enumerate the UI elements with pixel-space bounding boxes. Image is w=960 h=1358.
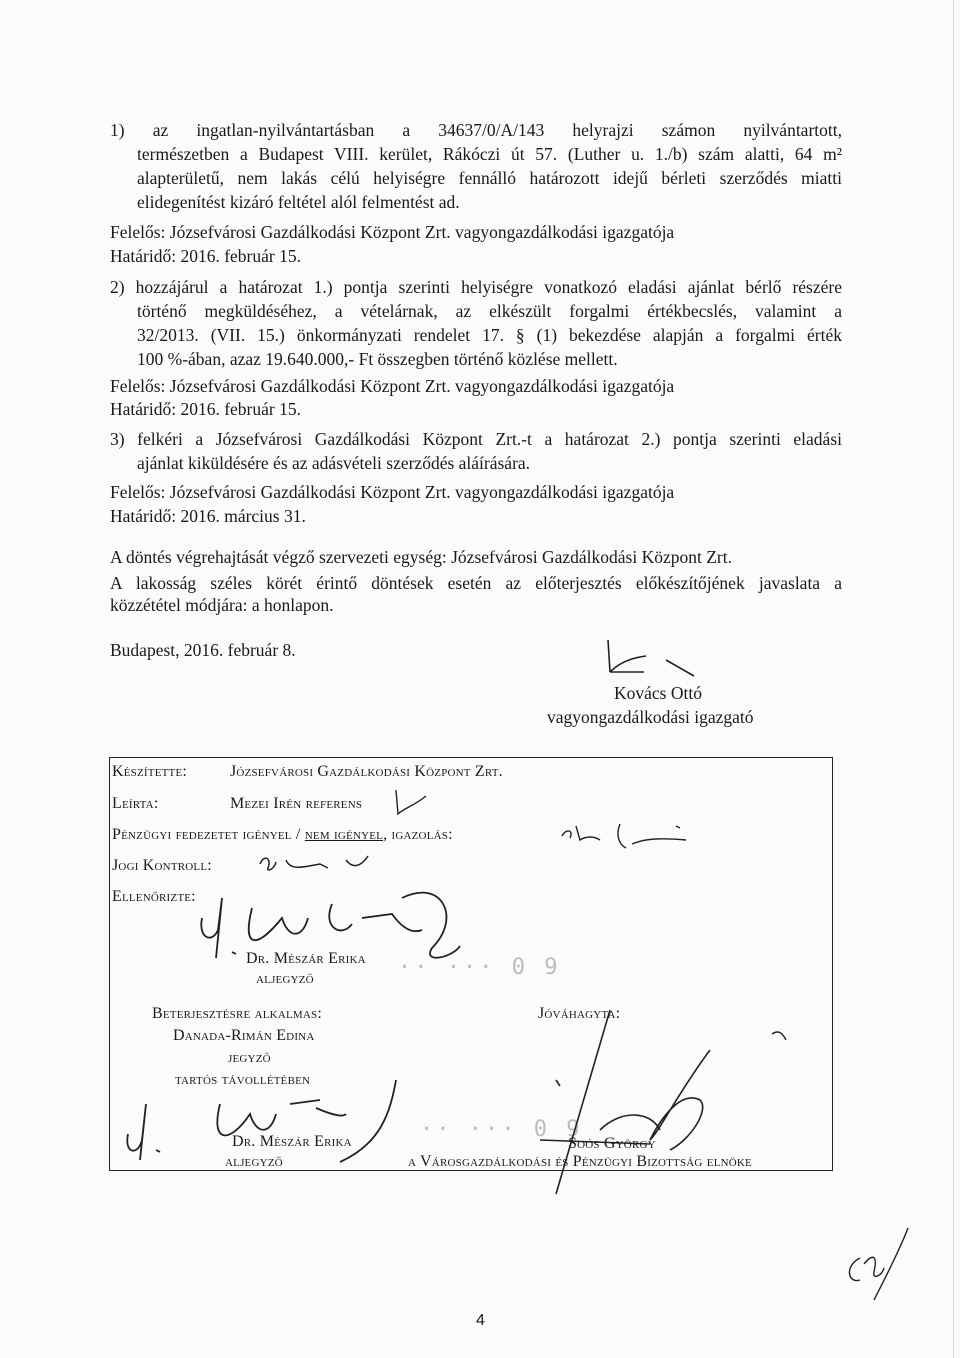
checker-name: Dr. Mészár Erika: [246, 950, 366, 967]
submit-absence: tartós távollétében: [175, 1071, 311, 1088]
finance-signature: [556, 814, 706, 859]
approver-name: Soós György: [568, 1135, 656, 1152]
item-2-line-1: 2) hozzájárul a határozat 1.) pontja szerinti helyiségre vonatkozó eladási ajánlat bérlő részére: [110, 277, 842, 297]
item-2-line-2: történő megküldéséhez, a vételárnak, az elkészült forgalmi értékbecslés, valamint a: [137, 301, 842, 321]
item-3-deadline: Határidő: 2016. március 31.: [110, 506, 306, 526]
publication-method: közzététel módjára: a honlapon.: [110, 595, 334, 615]
submit-sub-name: Dr. Mészár Erika: [232, 1133, 352, 1150]
resolution-item-2: [110, 275, 842, 371]
resolution-item-1: [110, 118, 842, 214]
item-1-line-4: elidegenítést kizáró feltétel alól felmentést ad.: [137, 192, 460, 212]
signer-name: Kovács Ottó: [614, 683, 702, 703]
signer-title: vagyongazdálkodási igazgató: [547, 707, 754, 727]
legal-signature: [256, 846, 386, 881]
item-3-responsible: Felelős: Józsefvárosi Gazdálkodási Központ Zrt. vagyongazdálkodási igazgatója: [110, 482, 675, 502]
corner-initials: [838, 1224, 918, 1309]
checked-label: Ellenőrizte:: [112, 888, 196, 905]
place-date: Budapest, 2016. február 8.: [110, 640, 296, 660]
written-initials: [392, 788, 432, 823]
item-2-deadline: Határidő: 2016. február 15.: [110, 399, 301, 419]
legal-label: Jogi Kontroll:: [112, 857, 212, 874]
page-number: 4: [476, 1312, 485, 1329]
publication-proposal: [110, 571, 842, 595]
item-2-line-3: 32/2013. (VII. 15.) önkormányzati rendelet 17. § (1) bekezdése alapján a forgalmi érték: [137, 325, 842, 345]
item-3-line-1: 3) felkéri a Józsefvárosi Gazdálkodási Központ Zrt.-t a határozat 2.) pontja szerinti eladási: [110, 429, 842, 449]
written-value: Mezei Irén referens: [230, 795, 363, 812]
approver-title: a Városgazdálkodási és Pénzügyi Bizottság elnöke: [408, 1153, 752, 1170]
finance-label-post: , igazolás:: [383, 826, 453, 843]
item-3-line-2: ajánlat kiküldésére és az adásvételi szerződés aláírására.: [137, 453, 531, 473]
checker-title: aljegyző: [256, 970, 314, 987]
item-1-line-1: 1) az ingatlan-nyilvántartásban a 34637/0/A/143 helyrajzi számon nyilvántartott,: [110, 120, 842, 140]
page-edge-line: [953, 0, 954, 1358]
written-label: Leírta:: [112, 795, 159, 812]
item-1-deadline: Határidő: 2016. február 15.: [110, 246, 301, 266]
finance-label-underlined: nem igényel: [304, 826, 384, 843]
publication-line-1: A lakosság széles körét érintő döntések esetén az előterjesztés előkészítőjének javaslata a: [110, 573, 842, 593]
item-1-line-3: alapterületű, nem lakás célú helyiségre fennálló határozott idejű bérleti szerződés miatti: [137, 168, 842, 188]
prepared-value: Józsefvárosi Gazdálkodási Központ Zrt.: [230, 763, 503, 780]
item-2-responsible: Felelős: Józsefvárosi Gazdálkodási Központ Zrt. vagyongazdálkodási igazgatója: [110, 376, 675, 396]
date-stamp-1: ·· ··· 0 9: [398, 955, 561, 980]
submit-sub-title: aljegyző: [225, 1153, 283, 1170]
finance-label: [112, 826, 453, 844]
finance-label-pre: Pénzügyi fedezetet igényel /: [112, 826, 305, 843]
item-1-line-2: természetben a Budapest VIII. kerület, Rákóczi út 57. (Luther u. 1./b) szám alatti, 64 m²: [137, 144, 842, 164]
approved-label: Jóváhagyta:: [538, 1005, 621, 1022]
item-2-line-4: 100 %-ában, azaz 19.640.000,- Ft összegben történő közlése mellett.: [137, 349, 618, 369]
item-1-responsible: Felelős: Józsefvárosi Gazdálkodási Központ Zrt. vagyongazdálkodási igazgatója: [110, 222, 675, 242]
date-stamp-2: ·· ··· 0 9: [420, 1117, 583, 1142]
prepared-label: Készítette:: [112, 763, 188, 780]
submit-title: jegyző: [228, 1049, 271, 1066]
resolution-item-3: [110, 427, 842, 475]
execution-unit: A döntés végrehajtását végző szervezeti egység: Józsefvárosi Gazdálkodási Központ Zrt.: [110, 547, 733, 567]
approver-signature: [500, 1010, 790, 1205]
submit-name: Danada-Rimán Edina: [173, 1027, 315, 1044]
submit-label: Beterjesztésre alkalmas:: [152, 1005, 322, 1022]
